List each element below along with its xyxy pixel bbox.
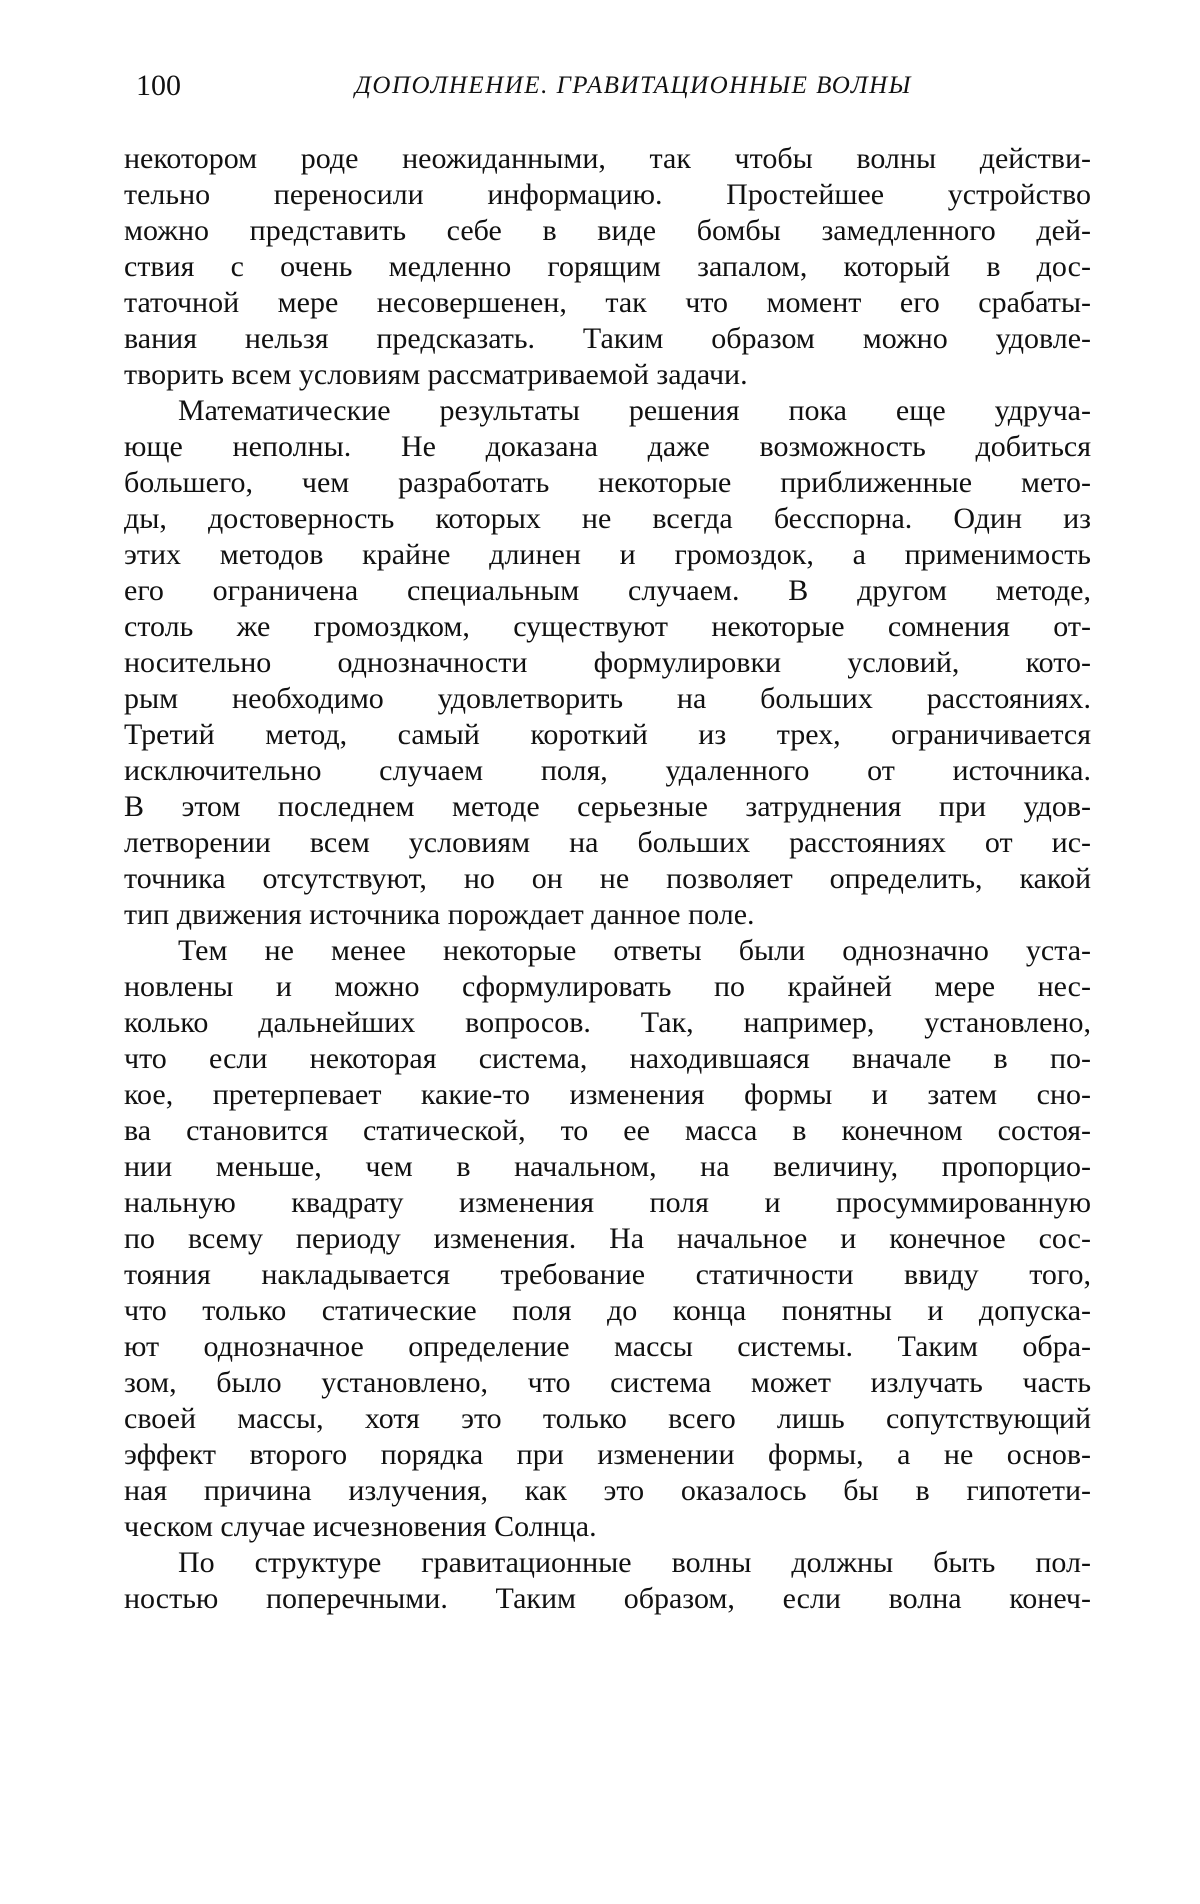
text-line: В этом последнем методе серьезные затруднения при удов- bbox=[124, 790, 1091, 823]
text-line: вания нельзя предсказать. Таким образом можно удовле- bbox=[124, 322, 1091, 355]
text-line: исключительно случаем поля, удаленного от источника. bbox=[124, 754, 1091, 787]
text-line: ческом случае исчезновения Солнца. bbox=[124, 1510, 597, 1543]
running-head bbox=[136, 66, 1091, 106]
paragraph bbox=[124, 393, 1091, 933]
text-line: нии меньше, чем в начальном, на величину, пропорцио- bbox=[124, 1150, 1091, 1183]
text-line: ностью поперечными. Таким образом, если волна конеч- bbox=[124, 1582, 1091, 1615]
text-line: его ограничена специальным случаем. В другом методе, bbox=[124, 574, 1091, 607]
text-line: некотором роде неожиданными, так чтобы волны действи- bbox=[124, 142, 1091, 175]
text-line: носительно однозначности формулировки условий, кото- bbox=[124, 646, 1091, 679]
text-line: По структуре гравитационные волны должны быть пол- bbox=[178, 1546, 1091, 1579]
text-line: юще неполны. Не доказана даже возможность добиться bbox=[124, 430, 1091, 463]
text-line: точника отсутствуют, но он не позволяет определить, какой bbox=[124, 862, 1091, 895]
text-line: этих методов крайне длинен и громоздок, а применимость bbox=[124, 538, 1091, 571]
text-line: ды, достоверность которых не всегда бесспорна. Один из bbox=[124, 502, 1091, 535]
text-line: своей массы, хотя это только всего лишь сопутствующий bbox=[124, 1402, 1091, 1435]
text-line: эффект второго порядка при изменении формы, а не основ- bbox=[124, 1438, 1091, 1471]
text-line: тельно переносили информацию. Простейшее устройство bbox=[124, 178, 1091, 211]
body-text bbox=[124, 141, 1091, 1617]
text-line: тип движения источника порождает данное поле. bbox=[124, 898, 755, 931]
text-line: летворении всем условиям на больших расстояниях от ис- bbox=[124, 826, 1091, 859]
text-line: колько дальнейших вопросов. Так, например, установлено, bbox=[124, 1006, 1091, 1039]
text-line: ная причина излучения, как это оказалось бы в гипотети- bbox=[124, 1474, 1091, 1507]
text-line: Тем не менее некоторые ответы были однозначно уста- bbox=[178, 934, 1091, 967]
text-line: рым необходимо удовлетворить на больших расстояниях. bbox=[124, 682, 1091, 715]
paragraph bbox=[124, 933, 1091, 1545]
text-line: большего, чем разработать некоторые приближенные мето- bbox=[124, 466, 1091, 499]
text-line: можно представить себе в виде бомбы замедленного дей- bbox=[124, 214, 1091, 247]
text-line: что если некоторая система, находившаяся вначале в по- bbox=[124, 1042, 1091, 1075]
text-line: Третий метод, самый короткий из трех, ограничивается bbox=[124, 718, 1091, 751]
text-line: тояния накладывается требование статичности ввиду того, bbox=[124, 1258, 1091, 1291]
text-line: что только статические поля до конца понятны и допуска- bbox=[124, 1294, 1091, 1327]
text-line: ствия с очень медленно горящим запалом, который в дос- bbox=[124, 250, 1091, 283]
text-line: таточной мере несовершенен, так что момент его срабаты- bbox=[124, 286, 1091, 319]
text-line: ют однозначное определение массы системы. Таким обра- bbox=[124, 1330, 1091, 1363]
text-line: ва становится статической, то ее масса в конечном состоя- bbox=[124, 1114, 1091, 1147]
text-line: новлены и можно сформулировать по крайней мере нес- bbox=[124, 970, 1091, 1003]
text-line: зом, было установлено, что система может излучать часть bbox=[124, 1366, 1091, 1399]
running-title: ДОПОЛНЕНИЕ. ГРАВИТАЦИОННЫЕ ВОЛНЫ bbox=[355, 72, 912, 99]
text-line: по всему периоду изменения. На начальное и конечное сос- bbox=[124, 1222, 1091, 1255]
text-line: кое, претерпевает какие-то изменения формы и затем сно- bbox=[124, 1078, 1091, 1111]
paragraph bbox=[124, 1545, 1091, 1617]
text-line: столь же громоздком, существуют некоторые сомнения от- bbox=[124, 610, 1091, 643]
page-number: 100 bbox=[136, 69, 181, 102]
text-line: нальную квадрату изменения поля и просуммированную bbox=[124, 1186, 1091, 1219]
text-line: творить всем условиям рассматриваемой задачи. bbox=[124, 358, 748, 391]
text-line: Математические результаты решения пока еще удруча- bbox=[178, 394, 1091, 427]
paragraph bbox=[124, 141, 1091, 393]
